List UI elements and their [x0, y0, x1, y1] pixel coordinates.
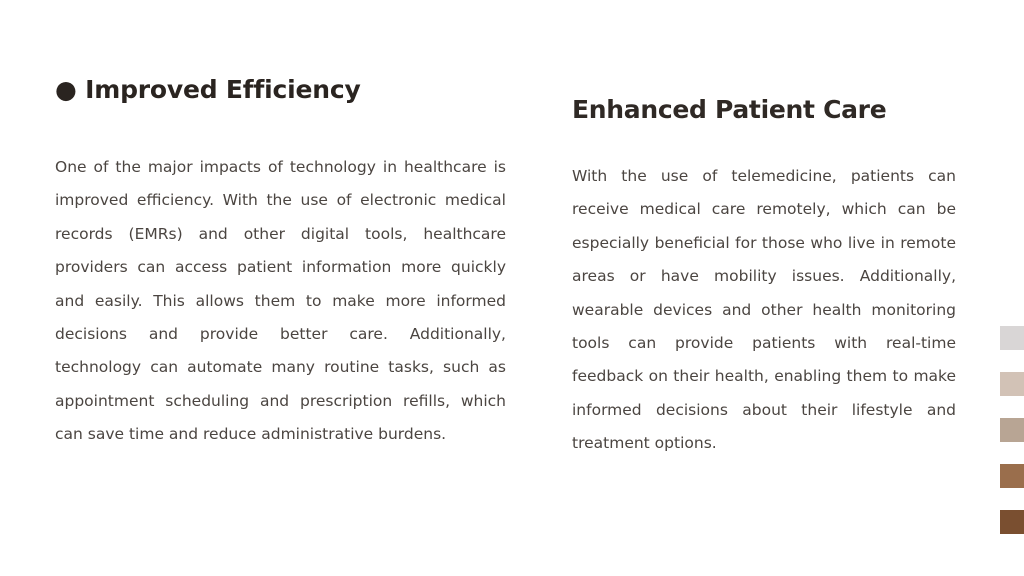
enhanced-patient-care-heading: Enhanced Patient Care: [572, 95, 887, 124]
improved-efficiency-paragraph: One of the major impacts of technology in healthcare is improved efficiency. With the use of electronic medical records (EMRs) and other digital tools, healthcare providers can access patient information more quickly and easily. This allows them to make more informed decisions and provide better care. Additionally, technology can automate many routine tasks, such as appointment scheduling and prescription refills, which can save time and reduce administrative burdens.: [55, 158, 506, 444]
color-swatch: [1000, 464, 1024, 488]
color-swatch: [1000, 326, 1024, 350]
improved-efficiency-heading: ● Improved Efficiency: [55, 75, 361, 104]
color-swatch-strip: [1000, 326, 1024, 556]
color-swatch: [1000, 510, 1024, 534]
color-swatch: [1000, 418, 1024, 442]
color-swatch: [1000, 372, 1024, 396]
enhanced-patient-care-paragraph: With the use of telemedicine, patients can receive medical care remotely, which can be especially beneficial for those who live in remote areas or have mobility issues. Additionally, wearable devices and other health monitoring tools can provide patients with real-time feedback on their health, enabling them to make informed decisions about their lifestyle and treatment options.: [572, 167, 956, 453]
